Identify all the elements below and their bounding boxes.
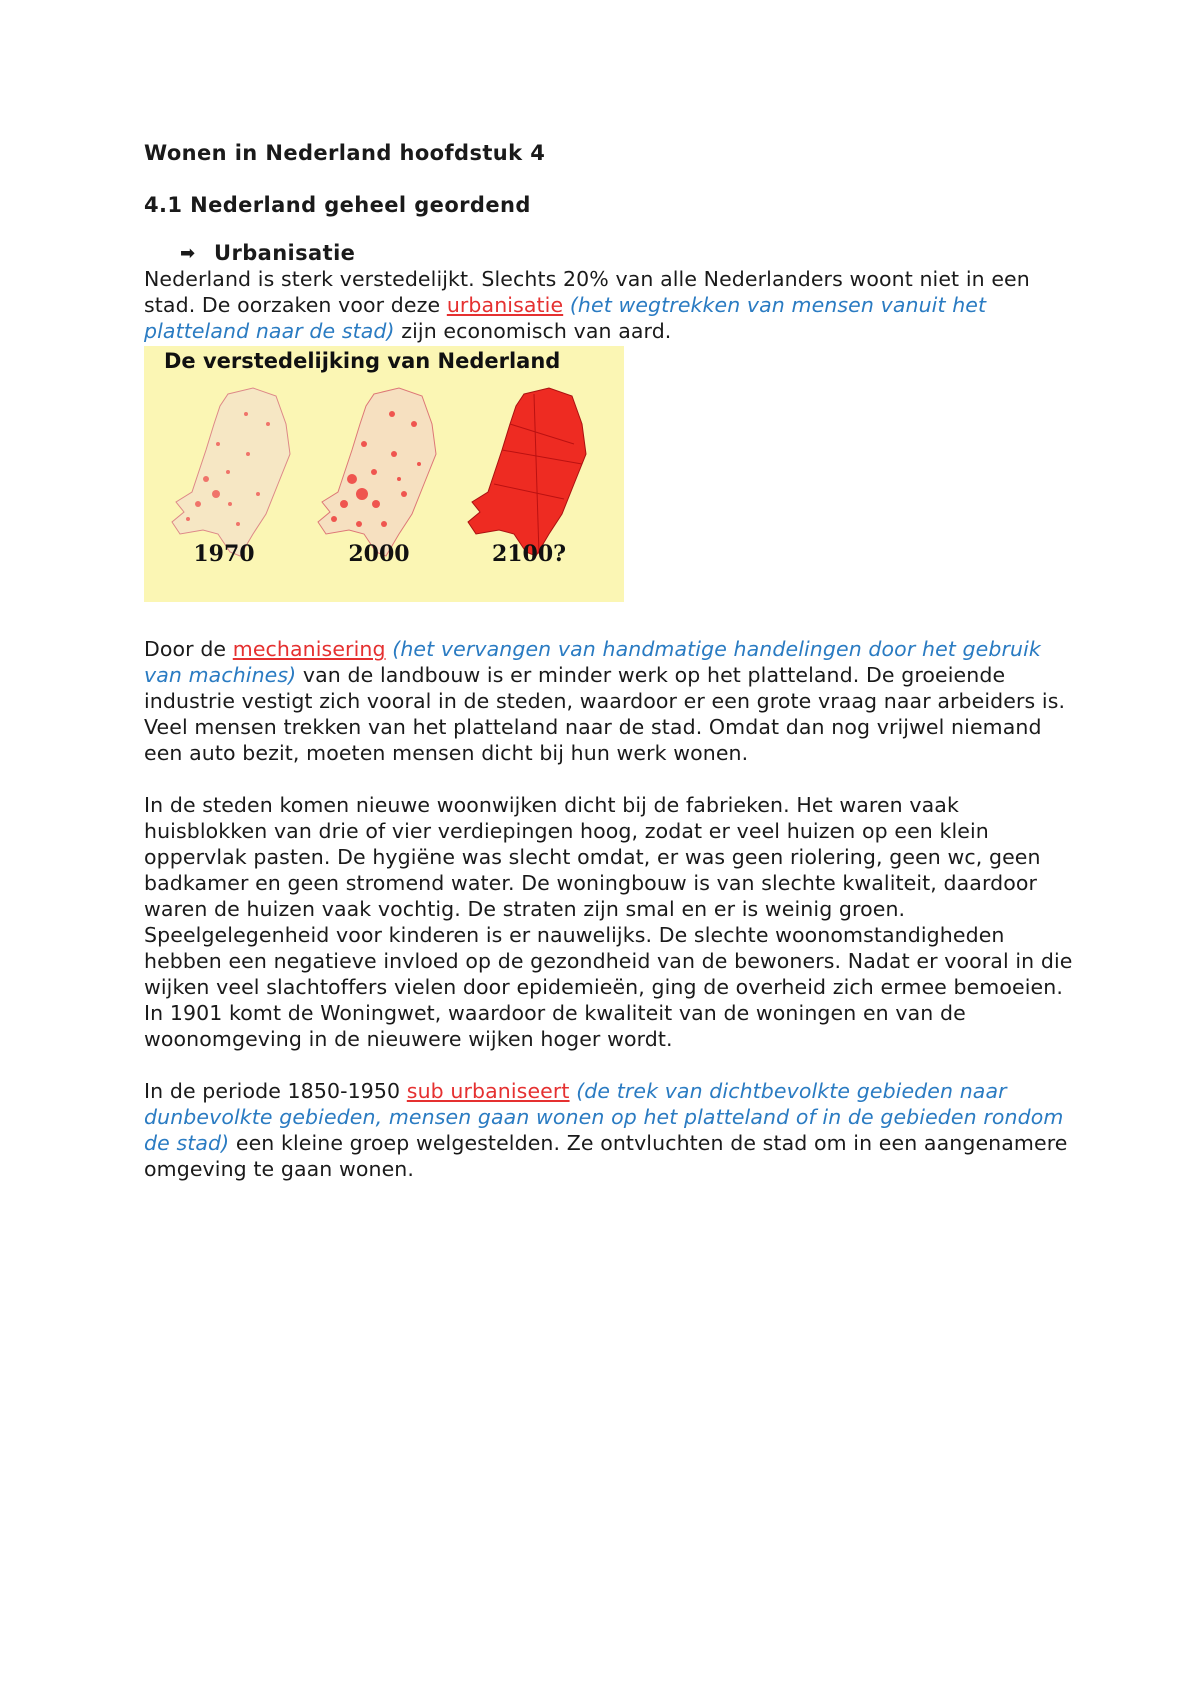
para2-text-a: Door de (144, 637, 233, 661)
para1-text-a: Nederland is sterk verstedelijkt. Slechts 20% van alle Nederlanders woont niet in een stad. De oorzaken voor deze (144, 267, 1030, 317)
keyword-urbanisatie: urbanisatie (446, 293, 564, 317)
definition-urbanisatie: (het wegtrekken van mensen vanuit het platteland naar de stad) (144, 293, 987, 343)
para1-text-b: zijn economisch van aard. (394, 319, 672, 343)
definition-suburbaniseert: (de trek van dichtbevolkte gebieden naar dunbevolkte gebieden, mensen gaan wonen op het platteland of in de gebieden rondom de stad) (144, 1079, 1064, 1155)
label-2100: 2100? (491, 541, 567, 567)
label-1970: 1970 (193, 541, 255, 567)
label-2000: 2000 (348, 541, 410, 567)
definition-mechanisering: (het vervangen van handmatige handelingen door het gebruik van machines) (144, 637, 1041, 687)
bullet-urbanisatie (180, 240, 1074, 266)
section-heading-text: 4.1 Nederland geheel geordend (144, 193, 531, 217)
para4-text-a: In de periode 1850-1950 (144, 1079, 407, 1103)
arrow-icon: ➡ (180, 242, 196, 264)
para4-text-b: een kleine groep welgestelden. Ze ontvluchten de stad om in een aangenamere omgeving te gaan wonen. (144, 1131, 1068, 1181)
urbanization-figure (144, 346, 624, 602)
document-title: Wonen in Nederland hoofdstuk 4 (144, 141, 546, 165)
keyword-suburbaniseert: sub urbaniseert (406, 1079, 570, 1103)
para2-text-b: van de landbouw is er minder werk op het platteland. De groeiende industrie vestigt zich vooral in de steden, waardoor er een grote vraag naar arbeiders is. Veel mensen trekken van het platteland naar de stad. Omdat dan nog vrijwel niemand een auto bezit, moeten mensen dicht bij hun werk wonen. (144, 663, 1066, 765)
keyword-mechanisering: mechanisering (232, 637, 386, 661)
paragraph-mechanisering (144, 636, 1074, 766)
paragraph-woonwijken: In de steden komen nieuwe woonwijken dicht bij de fabrieken. Het waren vaak huisblokken van drie of vier verdiepingen hoog, zodat er veel huizen op een klein oppervlak pasten. De hygiëne was slecht omdat, er was geen riolering, geen wc, geen badkamer en geen stromend water. De woningbouw is van slechte kwaliteit, daardoor waren de huizen vaak vochtig. De straten zijn smal en er is weinig groen. Speelgelegenheid voor kinderen is er nauwelijks. De slechte woonomstandigheden hebben een negatieve invloed op de gezondheid van de bewoners. Nadat er vooral in die wijken veel slachtoffers vielen door epidemieën, ging de overheid zich ermee bemoeien. In 1901 komt de Woningwet, waardoor de kwaliteit van de woningen en van de woonomgeving in de nieuwere wijken hoger wordt. (144, 793, 1073, 1051)
figure-title: De verstedelijking van Nederland (164, 349, 561, 373)
bullet-label: Urbanisatie (214, 241, 356, 265)
document-body (144, 140, 1074, 1182)
paragraph-suburbanisatie (144, 1078, 1074, 1182)
section-heading (144, 192, 1074, 218)
paragraph-urbanisatie (144, 266, 1074, 344)
